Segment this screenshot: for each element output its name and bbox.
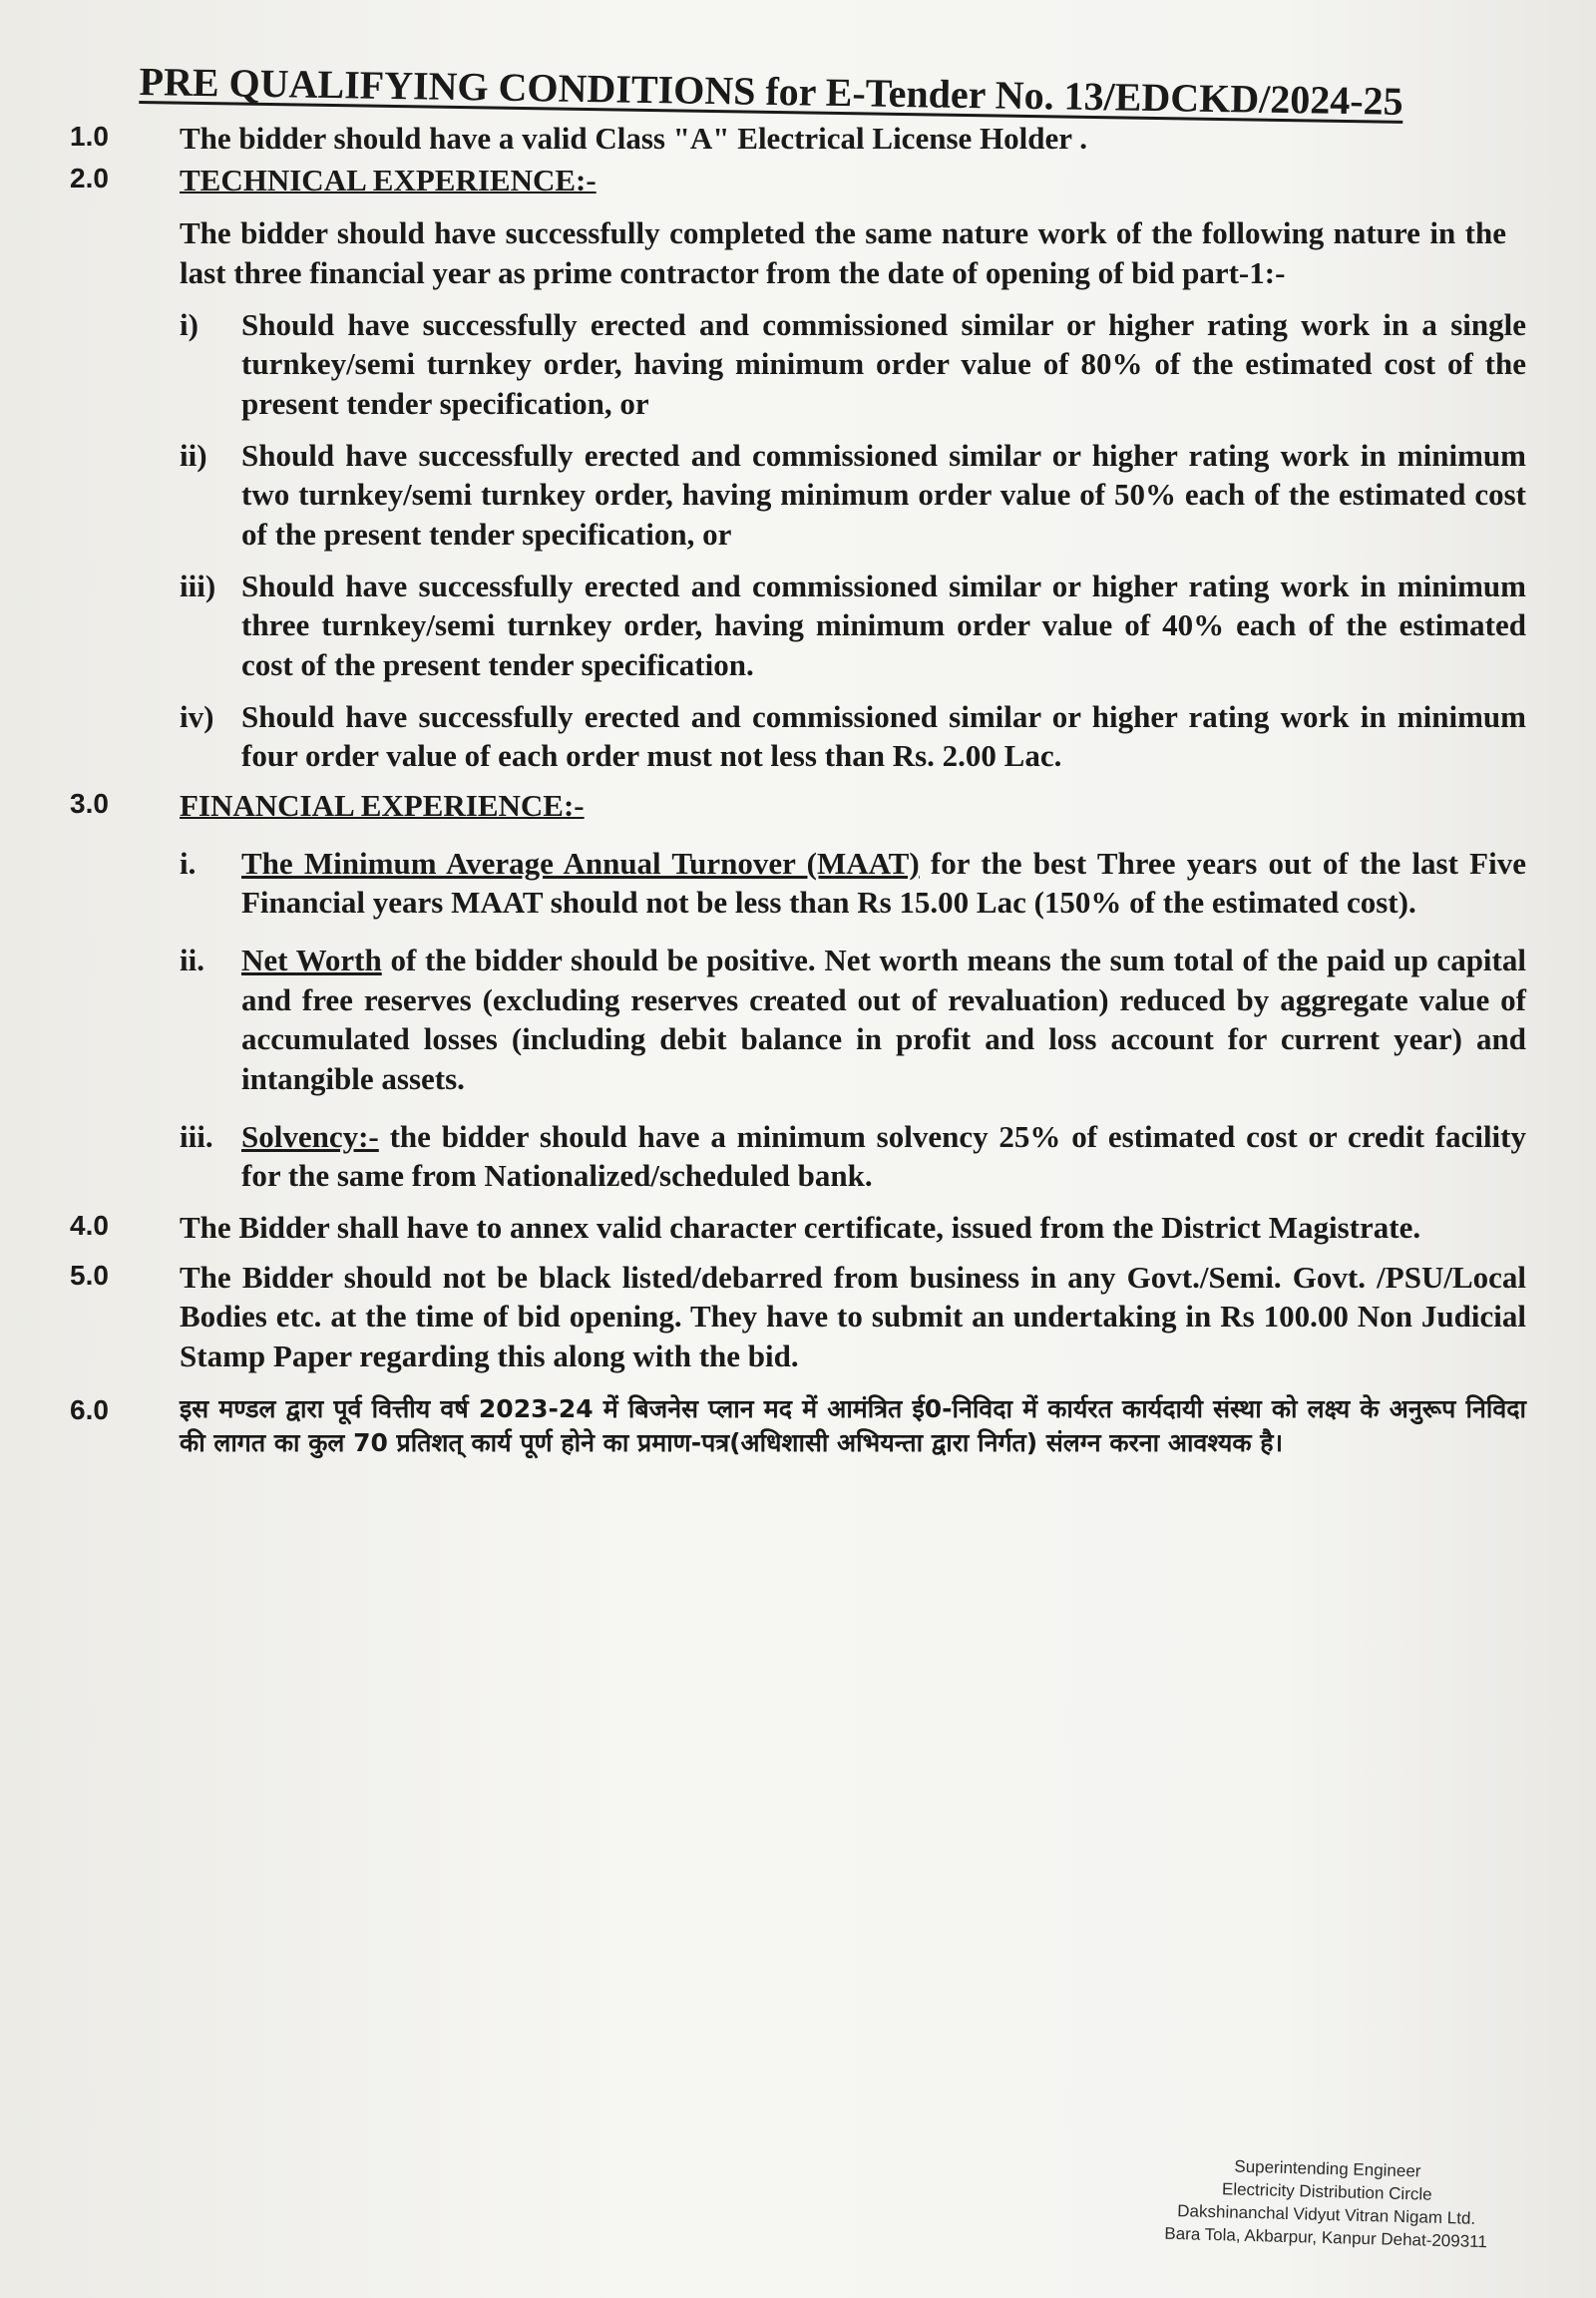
sub-condition xyxy=(180,436,1526,555)
sub-text: the bidder should have a minimum solvency 25% of estimated cost or credit facility for the same from Nationalized/scheduled bank. xyxy=(241,1118,1526,1194)
sub-text: for the best Three years out of the last Five Financial years MAAT should not be less than Rs 15.00 Lac (150% of the estimated cost). xyxy=(241,845,1526,921)
condition-text: The Bidder should not be black listed/debarred from business in any Govt./Semi. Govt. /PSU/Local Bodies etc. at the time of bid opening. They have to submit an undertaking in Rs 100.00 Non Judicial Stamp Paper regarding this along with the bid. xyxy=(180,1259,1526,1374)
section-intro: The bidder should have successfully completed the same nature work of the following nature in the last three financial year as prime contractor from the date of opening of bid part-1:- xyxy=(180,215,1506,291)
sub-label: ii. xyxy=(180,943,204,978)
condition-1 xyxy=(70,119,1526,159)
signature-block xyxy=(1116,2153,1537,2256)
sub-label: iv) xyxy=(180,698,214,734)
condition-body xyxy=(180,161,1526,776)
condition-text-hindi: इस मण्डल द्वारा पूर्व वित्तीय वर्ष 2023-24 में बिजनेस प्लान मद में आमंत्रित ई0-निविदा में कार्यरत कार्यदायी संस्था को लक्ष्य के अनुरूप निविदा की लागत का कुल 70 प्रतिशत् कार्य पूर्ण होने का प्रमाण-पत्र(अधिशासी अभियन्ता द्वारा निर्गत) संलग्न करना आवश्यक है। xyxy=(180,1393,1526,1457)
page-title: PRE QUALIFYING CONDITIONS for E-Tender No. 13/EDCKD/2024-25 xyxy=(139,58,1403,124)
condition-6 xyxy=(70,1392,1526,1460)
condition-text: The bidder should have a valid Class "A" Electrical License Holder . xyxy=(180,121,1087,156)
sub-label: i) xyxy=(180,306,199,342)
sub-text: Should have successfully erected and commissioned similar or higher rating work in a single turnkey/semi turnkey order, having minimum order value of 80% of the estimated cost of the present tender specification, or xyxy=(241,306,1526,422)
sub-label: i. xyxy=(180,845,197,881)
term-label: Solvency:- xyxy=(241,1118,379,1154)
condition-5 xyxy=(70,1258,1526,1376)
condition-3 xyxy=(70,786,1526,1196)
condition-number: 1.0 xyxy=(70,121,109,152)
sub-text: Should have successfully erected and commissioned similar or higher rating work in minimum two turnkey/semi turnkey order, having minimum order value of 50% each of the estimated cost of the present tender specification, or xyxy=(241,437,1526,553)
condition-4 xyxy=(70,1208,1526,1248)
term-label: The Minimum Average Annual Turnover (MAAT) xyxy=(241,845,920,881)
condition-number: 4.0 xyxy=(70,1210,109,1242)
condition-number: 3.0 xyxy=(70,788,109,820)
signature-designation: Superintending Engineer xyxy=(1234,2156,1421,2181)
condition-body xyxy=(180,786,1526,1196)
sub-condition xyxy=(180,844,1526,923)
sub-text: Should have successfully erected and commissioned similar or higher rating work in minimum three turnkey/semi turnkey order, having minimum order value of 40% each of the estimated cost of the present tender specification. xyxy=(241,568,1526,683)
sub-condition xyxy=(180,697,1526,776)
condition-number: 5.0 xyxy=(70,1259,109,1291)
condition-2 xyxy=(70,161,1526,776)
signature-address: Bara Tola, Akbarpur, Kanpur Dehat-209311 xyxy=(1164,2223,1488,2252)
sub-label: iii) xyxy=(180,568,216,603)
sub-condition xyxy=(180,305,1526,424)
sub-text: of the bidder should be positive. Net worth means the sum total of the paid up capital and free reserves (excluding reserves created out of revaluation) reduced by aggregate value of accumulated losses (including debit balance in profit and loss account for current year) and intangible assets. xyxy=(241,943,1526,1097)
term-label: Net Worth xyxy=(241,943,382,978)
condition-text: The Bidder shall have to annex valid character certificate, issued from the District Magistrate. xyxy=(180,1210,1421,1246)
signature-organisation: Dakshinanchal Vidyut Vitran Nigam Ltd. xyxy=(1177,2201,1476,2229)
sub-text: Should have successfully erected and commissioned similar or higher rating work in minimum four order value of each order must not less than Rs. 2.00 Lac. xyxy=(241,698,1526,774)
condition-number: 2.0 xyxy=(70,162,109,193)
section-heading: TECHNICAL EXPERIENCE:- xyxy=(180,162,597,197)
section-heading: FINANCIAL EXPERIENCE:- xyxy=(180,788,585,824)
signature-office: Electricity Distribution Circle xyxy=(1221,2179,1432,2204)
sub-label: iii. xyxy=(180,1118,213,1154)
sub-condition xyxy=(180,1117,1526,1196)
sub-label: ii) xyxy=(180,437,207,473)
sub-condition xyxy=(180,941,1526,1099)
condition-number: 6.0 xyxy=(70,1393,109,1425)
sub-condition xyxy=(180,567,1526,685)
